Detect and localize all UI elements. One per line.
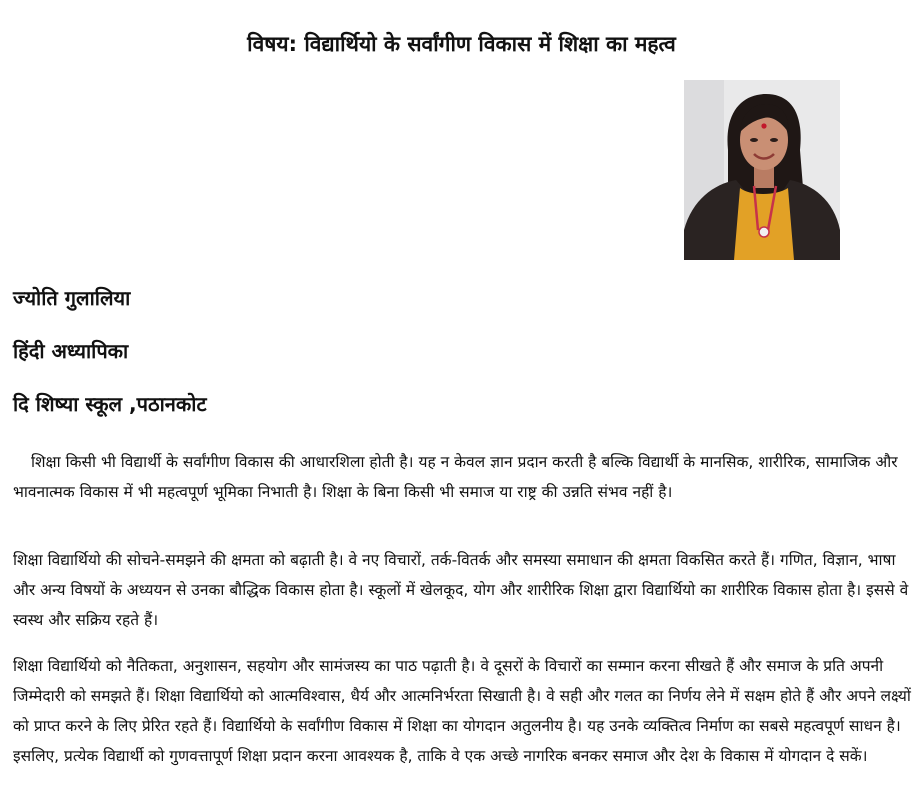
- author-name: ज्योति गुलालिया: [13, 286, 131, 310]
- author-school: दि शिष्या स्कूल ,पठानकोट: [13, 392, 207, 416]
- author-role: हिंदी अध्यापिका: [13, 339, 129, 363]
- document-title: विषय: विद्यार्थियो के सर्वांगीण विकास में शिक्षा का महत्व: [247, 32, 676, 56]
- body-paragraph-3: शिक्षा विद्यार्थियो को नैतिकता, अनुशासन, सहयोग और सामंजस्य का पाठ पढ़ाती है। वे दूसरों के विचारों का सम्मान करना सीखते हैं और समाज के प्रति अपनी जिम्मेदारी को समझते हैं। शिक्षा विद्यार्थियो को आत्मविश्वास, धैर्य और आत्मनिर्भरता सिखाती है। वे सही और गलत का निर्णय लेने में सक्षम होते हैं और अपने लक्ष्यों को प्राप्त करने के लिए प्रेरित रहते हैं। विद्यार्थियो के सर्वांगीण विकास में शिक्षा का योगदान अतुलनीय है। यह उनके व्यक्तित्व निर्माण का सबसे महत्वपूर्ण साधन है। इसलिए, प्रत्येक विद्यार्थी को गुणवत्तापूर्ण शिक्षा प्रदान करना आवश्यक है, ताकि वे एक अच्छे नागरिक बनकर समाज और देश के विकास में योगदान दे सकें।: [13, 657, 911, 765]
- body-paragraph-2: शिक्षा विद्यार्थियो की सोचने-समझने की क्षमता को बढ़ाती है। वे नए विचारों, तर्क-वितर्क और समस्या समाधान की क्षमता विकसित करते हैं। गणित, विज्ञान, भाषा और अन्य विषयों के अध्ययन से उनका बौद्धिक विकास होता है। स्कूलों में खेलकूद, योग और शारीरिक शिक्षा द्वारा विद्यार्थियो का शारीरिक विकास होता है। इससे वे स्वस्थ और सक्रिय रहते हैं।: [13, 551, 909, 629]
- body-paragraph-1: शिक्षा किसी भी विद्यार्थी के सर्वांगीण विकास की आधारशिला होती है। यह न केवल ज्ञान प्रदान करती है बल्कि विद्यार्थी के मानसिक, शारीरिक, सामाजिक और भावनात्मक विकास में भी महत्वपूर्ण भूमिका निभाती है। शिक्षा के बिना किसी भी समाज या राष्ट्र की उन्नति संभव नहीं है।: [13, 453, 898, 501]
- author-photo: [684, 80, 840, 260]
- portrait-photo-icon: [684, 80, 840, 260]
